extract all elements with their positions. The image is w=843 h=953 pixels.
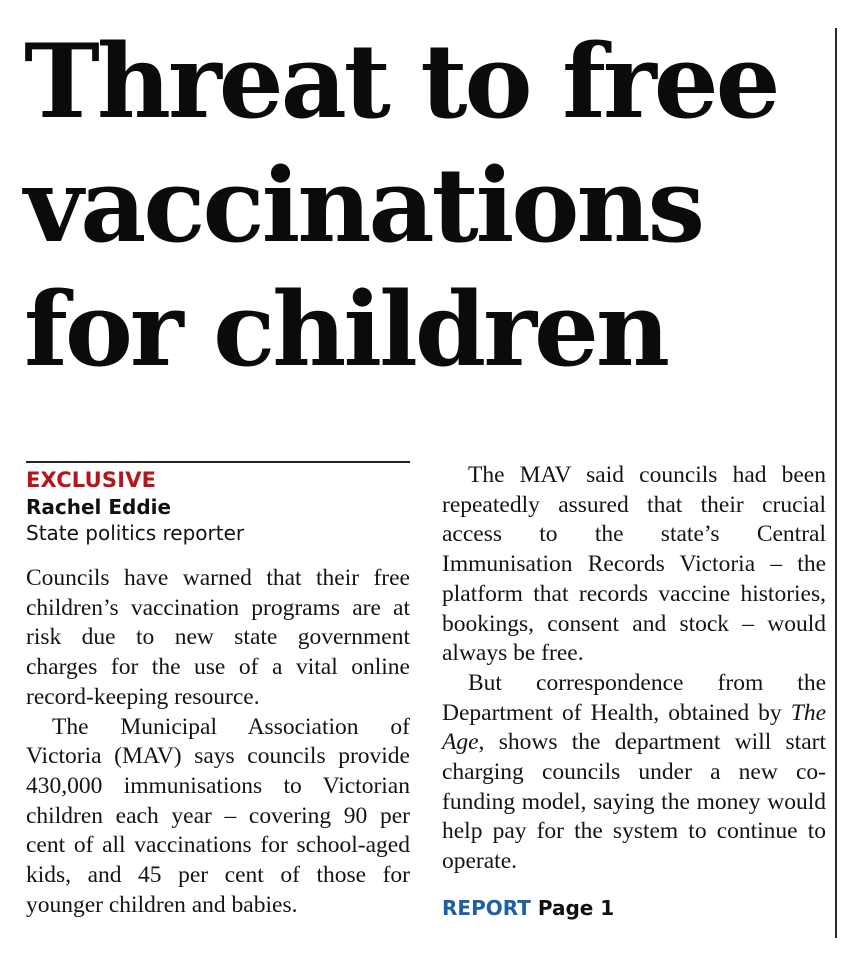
paragraph-4-text-start: But correspondence from the Department of Health, obtained by [442,669,826,726]
article-column-left [26,461,410,920]
article-paragraph-4 [442,669,826,877]
article-column-right [442,461,826,921]
headline-line-2: vaccinations [24,146,703,266]
author-role: State politics reporter [26,521,245,545]
report-page: Page 1 [537,895,615,920]
article-paragraph-2: The Municipal Association of Victoria (MAV) says councils provide 430,000 immunisations to Victorian children each year – covering 90 per cent of all vaccinations for school-aged kids, and 45 per cent of those for younger children and babies. [26,713,410,918]
byline-rule [26,461,410,463]
publication-name: The Age [442,699,826,756]
exclusive-kicker: EXCLUSIVE [26,468,157,492]
report-label: REPORT [442,895,531,920]
headline-line-1: Threat to free [24,22,778,142]
report-reference [442,895,826,921]
article-paragraph-3: The MAV said councils had been repeatedly assured that their crucial access to the state’s Central Immunisation Records Victoria – the platform that records vaccine histories, bookings, consent and stock – would always be free. [442,462,826,667]
article-paragraph-1: Councils have warned that their free children’s vaccination programs are at risk due to new state government charges for the use of a vital online record-keeping resource. [26,565,410,710]
headline [24,20,824,392]
headline-line-3: for children [24,270,668,390]
column-divider-rule [835,28,837,938]
author-name: Rachel Eddie [26,495,172,519]
paragraph-4-text-end: , shows the department will start charging councils under a new co-funding model, saying the money would help pay for the system to continue to operate. [442,729,826,875]
